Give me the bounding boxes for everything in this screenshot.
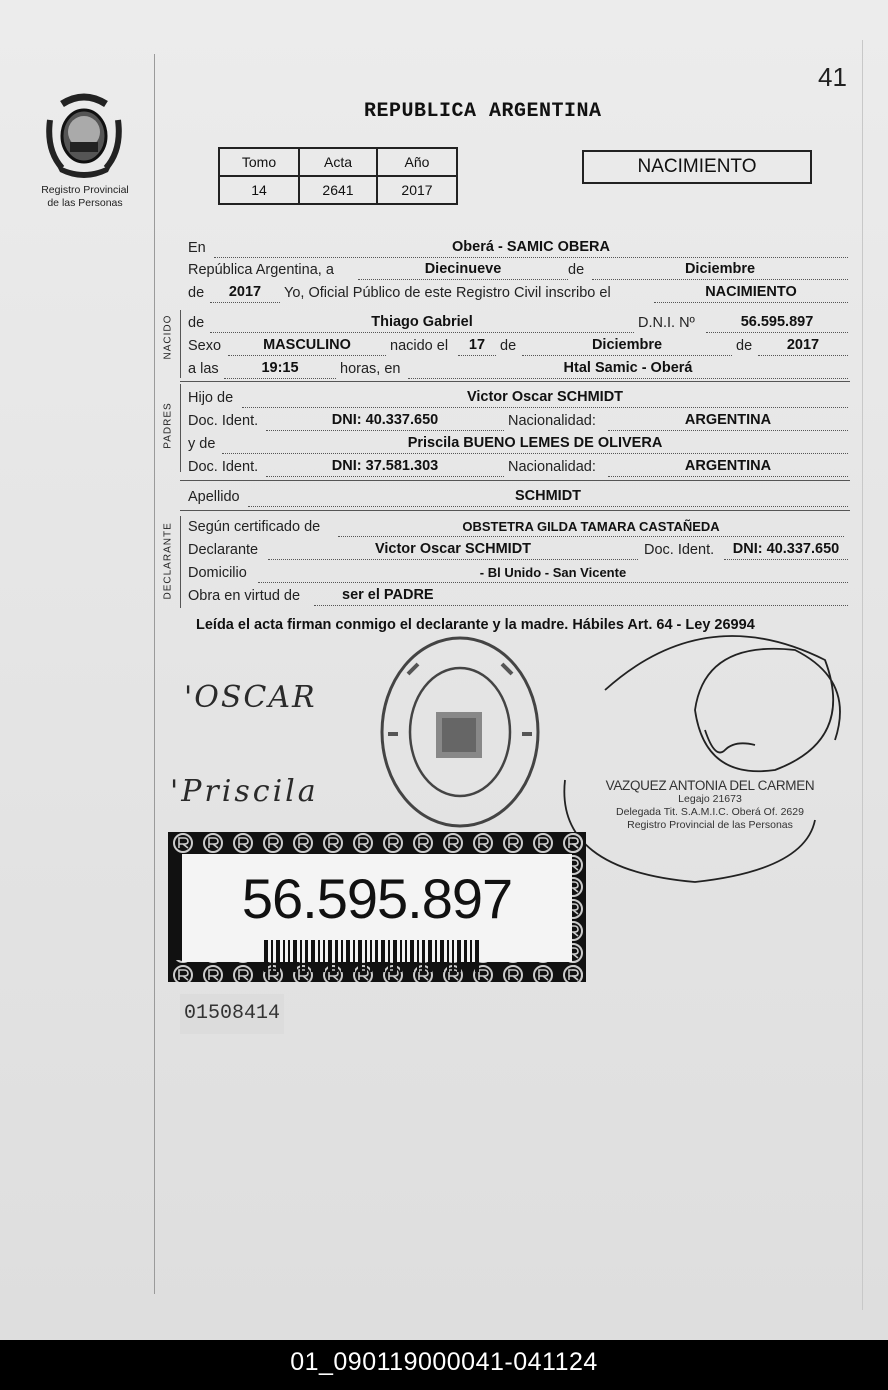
barcode-bar [393, 940, 397, 972]
divider-apellido [180, 510, 850, 511]
registry-name: Registro Provincial de las Personas [41, 184, 129, 209]
row-address: Domicilio - Bl Unido - San Vicente [188, 565, 848, 585]
row-father: Hijo de Victor Oscar SCHMIDT [188, 390, 848, 410]
field-birth-time: 19:15 [224, 361, 336, 379]
id-number-security-label [168, 832, 586, 982]
registry-oval-stamp [378, 634, 542, 830]
row-surname: Apellido SCHMIDT [188, 489, 848, 509]
header-anio: Año [377, 148, 457, 176]
field-birth-day: 17 [458, 338, 496, 356]
field-surname: SCHMIDT [248, 489, 848, 507]
barcode-bar [440, 940, 444, 972]
barcode-bar [353, 940, 355, 972]
barcode-bar [388, 940, 390, 972]
value-tomo: 14 [219, 176, 299, 204]
header-tomo: Tomo [219, 148, 299, 176]
official-signature-scribble [555, 620, 855, 890]
barcode-bar [422, 940, 425, 972]
row-mother-doc: Doc. Ident. DNI: 37.581.303 Nacionalidad: ARGENTINA [188, 459, 848, 479]
field-month: Diciembre [592, 262, 848, 280]
barcode-bar [381, 940, 385, 972]
declarante-side-label: DECLARANTE [162, 522, 174, 600]
row-sex-birthdate: Sexo MASCULINO nacido el 17 de Diciembre de 2017 [188, 338, 848, 358]
barcode-bar [452, 940, 454, 972]
field-birth-year: 2017 [758, 338, 848, 356]
closing-statement: Leída el acta firman conmigo el declarante y la madre. Hábiles Art. 64 - Ley 26994 [196, 617, 755, 633]
field-birth-place: Htal Samic - Oberá [408, 361, 848, 379]
field-event: NACIMIENTO [654, 285, 848, 303]
field-year: 2017 [210, 285, 280, 303]
barcode-bar [464, 940, 467, 972]
row-year: de 2017 Yo, Oficial Público de este Registro Civil inscribo el NACIMIENTO [188, 285, 848, 305]
barcode-bar [300, 940, 302, 972]
barcode-bar [271, 940, 273, 972]
barcode-bar [457, 940, 461, 972]
father-handwritten-signature: 'OSCAR [184, 680, 317, 715]
padres-side-label: PADRES [162, 402, 174, 449]
barcode-bar [276, 940, 280, 972]
barcode-bar [370, 940, 372, 972]
field-father-doc: DNI: 40.337.650 [266, 413, 504, 431]
official-role: Delegada Tit. S.A.M.I.C. Oberá Of. 2629 [616, 806, 804, 818]
divider-padres [180, 480, 850, 481]
value-acta: 2641 [299, 176, 377, 204]
row-child-name: de Thiago Gabriel D.N.I. Nº 56.595.897 [188, 315, 848, 335]
barcode-bar [428, 940, 432, 972]
barcode-bar [335, 940, 338, 972]
field-child-dni: 56.595.897 [706, 315, 848, 333]
row-mother: y de Priscila BUENO LEMES DE OLIVERA [188, 436, 848, 456]
field-capacity: ser el PADRE [314, 588, 848, 606]
divider-nacido [180, 381, 850, 382]
field-father-nationality: ARGENTINA [608, 413, 848, 431]
field-address: - Bl Unido - San Vicente [258, 565, 848, 583]
field-mother-name: Priscila BUENO LEMES DE OLIVERA [222, 436, 848, 454]
padres-section-line [180, 384, 181, 472]
nacido-side-label: NACIDO [162, 314, 174, 360]
declarante-section-line [180, 516, 181, 608]
barcode-bar [365, 940, 367, 972]
field-mother-nationality: ARGENTINA [608, 459, 848, 477]
barcode-bar [447, 940, 449, 972]
barcode-bar [475, 940, 479, 972]
barcode-bar [288, 940, 290, 972]
row-capacity: Obra en virtud de ser el PADRE [188, 588, 848, 608]
barcode-bar [341, 940, 343, 972]
barcode-bar [358, 940, 362, 972]
id-big-number: 56.595.897 [241, 867, 513, 930]
official-legajo: Legajo 21673 [678, 793, 742, 805]
barcode-bar [417, 940, 419, 972]
field-mother-doc: DNI: 37.581.303 [266, 459, 504, 477]
page-number: 41 [818, 62, 847, 92]
barcode-bar [293, 940, 297, 972]
field-father-name: Victor Oscar SCHMIDT [242, 390, 848, 408]
row-declarant: Declarante Victor Oscar SCHMIDT Doc. Ident. DNI: 40.337.650 [188, 542, 848, 562]
barcode-bar [435, 940, 437, 972]
barcode-bar [400, 940, 402, 972]
row-father-doc: Doc. Ident. DNI: 40.337.650 Nacionalidad: ARGENTINA [188, 413, 848, 433]
row-birth-time-place: a las 19:15 horas, en Htal Samic - Oberá [188, 361, 848, 381]
barcode-bar [328, 940, 332, 972]
barcode-icon [264, 940, 514, 972]
barcode-bar [470, 940, 472, 972]
barcode-bar [375, 940, 378, 972]
field-birth-month: Diciembre [522, 338, 732, 356]
header-acta: Acta [299, 148, 377, 176]
record-table-value-row [219, 176, 457, 204]
field-certificate: OBSTETRA GILDA TAMARA CASTAÑEDA [338, 519, 844, 537]
official-institution: Registro Provincial de las Personas [627, 819, 793, 831]
field-place: Oberá - SAMIC OBERA [214, 240, 848, 258]
record-table [218, 147, 458, 205]
field-declarant-doc: DNI: 40.337.650 [724, 542, 848, 560]
field-declarant: Victor Oscar SCHMIDT [268, 542, 638, 560]
left-margin-line [154, 54, 155, 1294]
barcode-bar [305, 940, 308, 972]
barcode-bar [410, 940, 414, 972]
barcode-bar [323, 940, 325, 972]
field-child-name: Thiago Gabriel [210, 315, 634, 333]
misiones-coat-of-arms-logo [44, 90, 124, 180]
id-label-panel [182, 854, 572, 962]
value-anio: 2017 [377, 176, 457, 204]
control-number: 01508414 [180, 994, 284, 1034]
mother-handwritten-signature: 'Priscila [170, 774, 319, 809]
record-table-header-row [219, 148, 457, 176]
barcode-bar [311, 940, 315, 972]
field-day: Diecinueve [358, 262, 568, 280]
nacido-section-line [180, 310, 181, 378]
record-type-box: NACIMIENTO [582, 150, 812, 184]
file-id-footer: 01_090119000041-041124 [0, 1340, 888, 1390]
official-name: VAZQUEZ ANTONIA DEL CARMEN [605, 778, 815, 793]
row-place: En Oberá - SAMIC OBERA [188, 240, 848, 260]
barcode-bar [264, 940, 268, 972]
barcode-bar [405, 940, 407, 972]
row-certificate: Según certificado de OBSTETRA GILDA TAMARA CASTAÑEDA [188, 519, 848, 539]
barcode-bar [283, 940, 285, 972]
barcode-bar [346, 940, 350, 972]
field-sex: MASCULINO [228, 338, 386, 356]
row-date: República Argentina, a Diecinueve de Diciembre [188, 262, 848, 282]
right-edge-line [862, 40, 863, 1310]
official-sello [600, 778, 820, 832]
barcode-bar [318, 940, 320, 972]
country-heading: REPUBLICA ARGENTINA [364, 100, 602, 123]
